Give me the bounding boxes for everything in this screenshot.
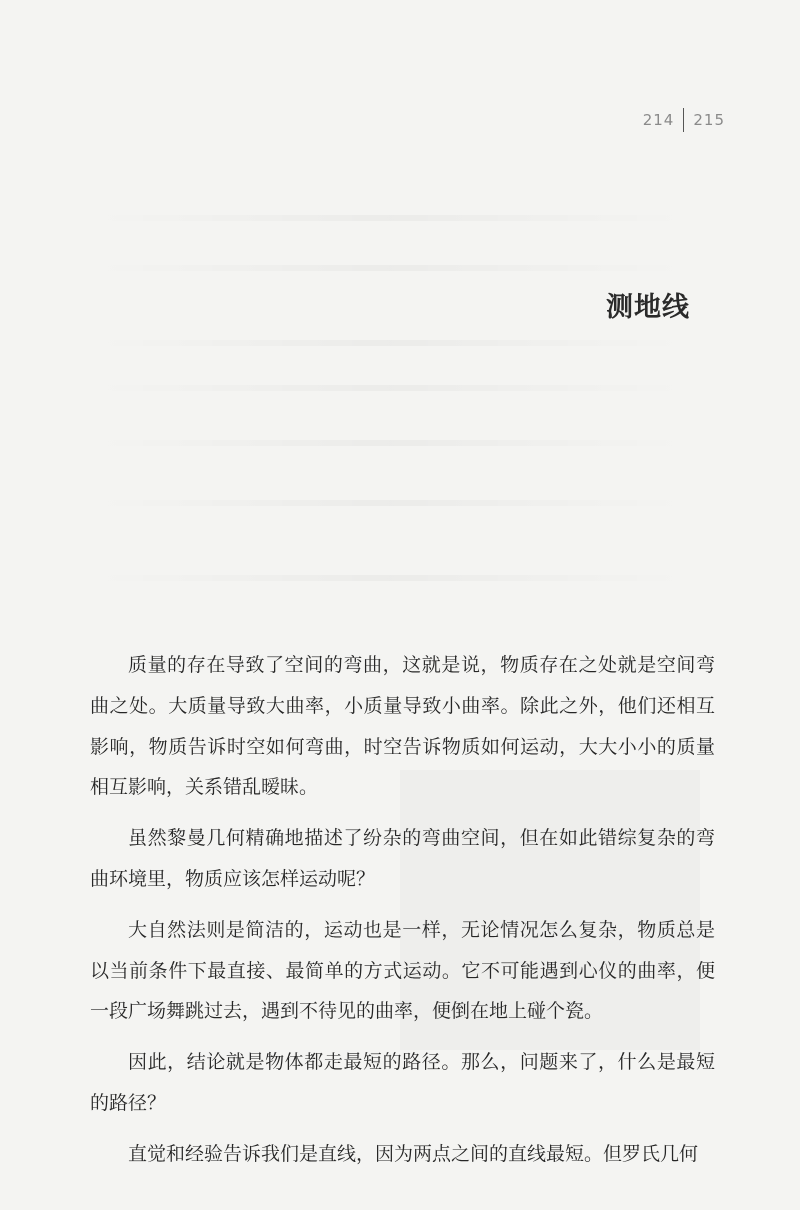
paragraph: 直觉和经验告诉我们是直线，因为两点之间的直线最短。但罗氏几何 <box>128 1142 699 1165</box>
right-page-number: 215 <box>693 111 725 129</box>
show-through-line <box>90 385 690 391</box>
paragraph: 大自然法则是简洁的，运动也是一样，无论情况怎么复杂，物质总是以当前条件下最直接、最简单的方式运动。它不可能遇到心仪的曲率，便一段广场舞跳过去，遇到不待见的曲率，便倒在地上碰个瓷。 <box>90 918 715 1023</box>
show-through-line <box>90 575 690 581</box>
page-number-header <box>643 108 725 132</box>
paragraph: 因此，结论就是物体都走最短的路径。那么，问题来了，什么是最短的路径？ <box>90 1051 715 1114</box>
body-text <box>90 645 715 1185</box>
page-number-divider <box>683 108 684 132</box>
chapter-title: 测地线 <box>606 292 690 323</box>
show-through-line <box>90 265 690 271</box>
paragraph: 虽然黎曼几何精确地描述了纷杂的弯曲空间，但在如此错综复杂的弯曲环境里，物质应该怎样运动呢？ <box>90 827 715 890</box>
left-page-number: 214 <box>642 111 675 129</box>
show-through-line <box>90 440 690 446</box>
paragraph: 质量的存在导致了空间的弯曲，这就是说，物质存在之处就是空间弯曲之处。大质量导致大曲率，小质量导致小曲率。除此之外，他们还相互影响，物质告诉时空如何弯曲，时空告诉物质如何运动，大大小小的质量相互影响，关系错乱暧昧。 <box>90 654 715 799</box>
show-through-line <box>90 500 690 506</box>
show-through-line <box>90 215 690 221</box>
show-through-line <box>90 340 690 346</box>
